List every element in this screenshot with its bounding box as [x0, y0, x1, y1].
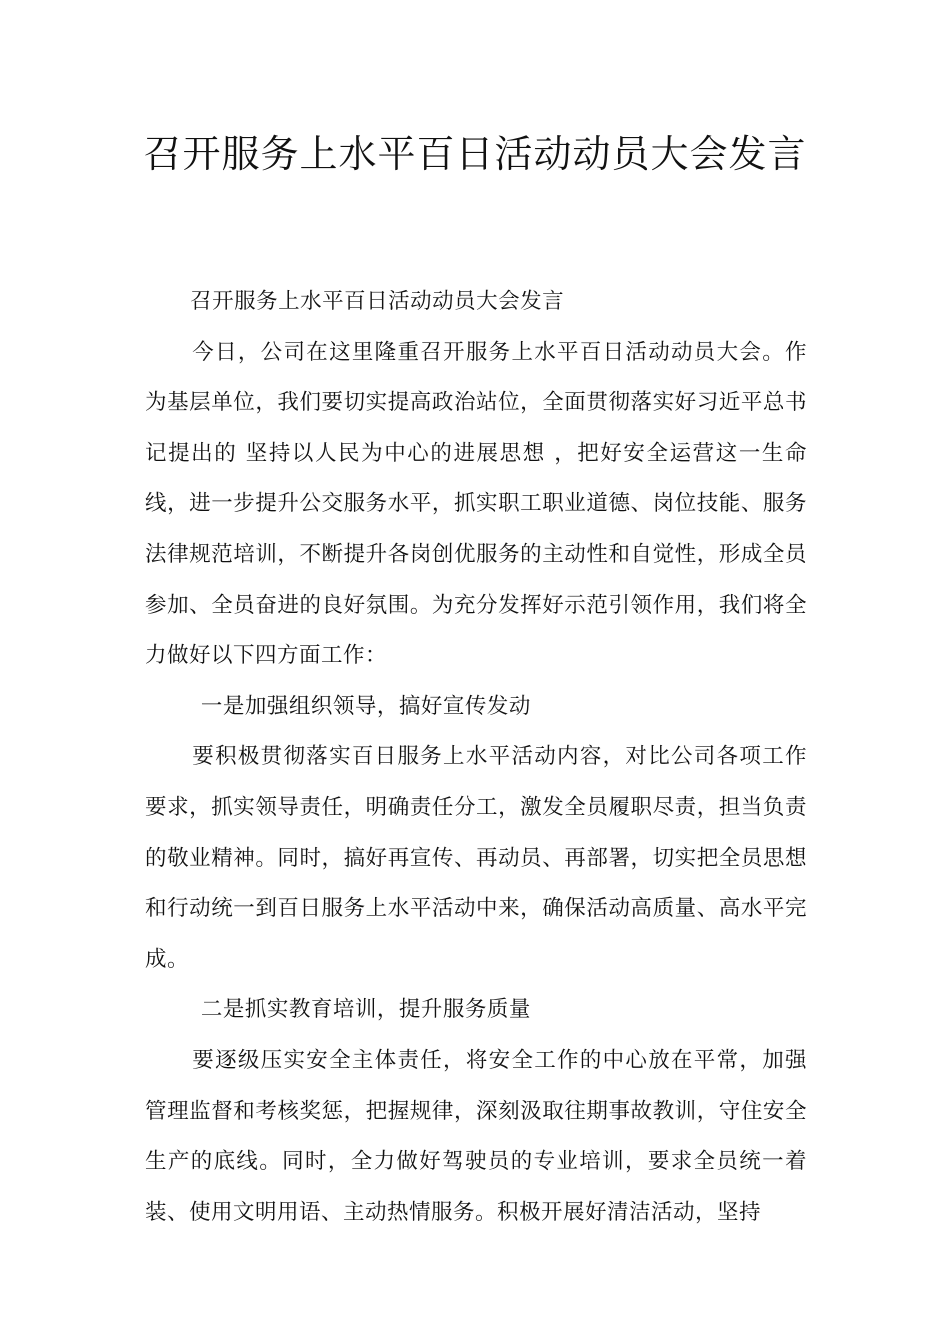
paragraph-section-1: 要积极贯彻落实百日服务上水平活动内容，对比公司各项工作要求，抓实领导责任，明确责任分工，激发全员履职尽责，担当负责的敬业精神。同时，搞好再宣传、再动员、再部署，切实把全员思想和行动统一到百日服务上水平活动中来，确保活动高质量、高水平完成。: [145, 744, 807, 972]
section-heading-1: 一是加强组织领导，搞好宣传发动: [200, 693, 531, 719]
section-heading-2: 二是抓实教育培训，提升服务质量: [200, 997, 531, 1023]
document-subtitle: 召开服务上水平百日活动动员大会发言: [190, 289, 565, 314]
document-title: 召开服务上水平百日活动动员大会发言: [143, 132, 807, 176]
paragraph-section-2: 要逐级压实安全主体责任，将安全工作的中心放在平常，加强管理监督和考核奖惩，把握规律，深刻汲取往期事故教训，守住安全生产的底线。同时，全力做好驾驶员的专业培训，要求全员统一着装、使用文明用语、主动热情服务。积极开展好清洁活动，坚持: [145, 1047, 807, 1225]
paragraph-intro: 今日，公司在这里隆重召开服务上水平百日活动动员大会。作为基层单位，我们要切实提高政治站位，全面贯彻落实好习近平总书记提出的 坚持以人民为中心的进展思想 ，把好安全运营这一生命线，进一步提升公交服务水平，抓实职工职业道德、岗位技能、服务法律规范培训，不断提升各岗创优服务的主动性和自觉性，形成全员参加、全员奋进的良好氛围。为充分发挥好示范引领作用，我们将全力做好以下四方面工作：: [145, 339, 807, 669]
document-body: [145, 277, 807, 1238]
